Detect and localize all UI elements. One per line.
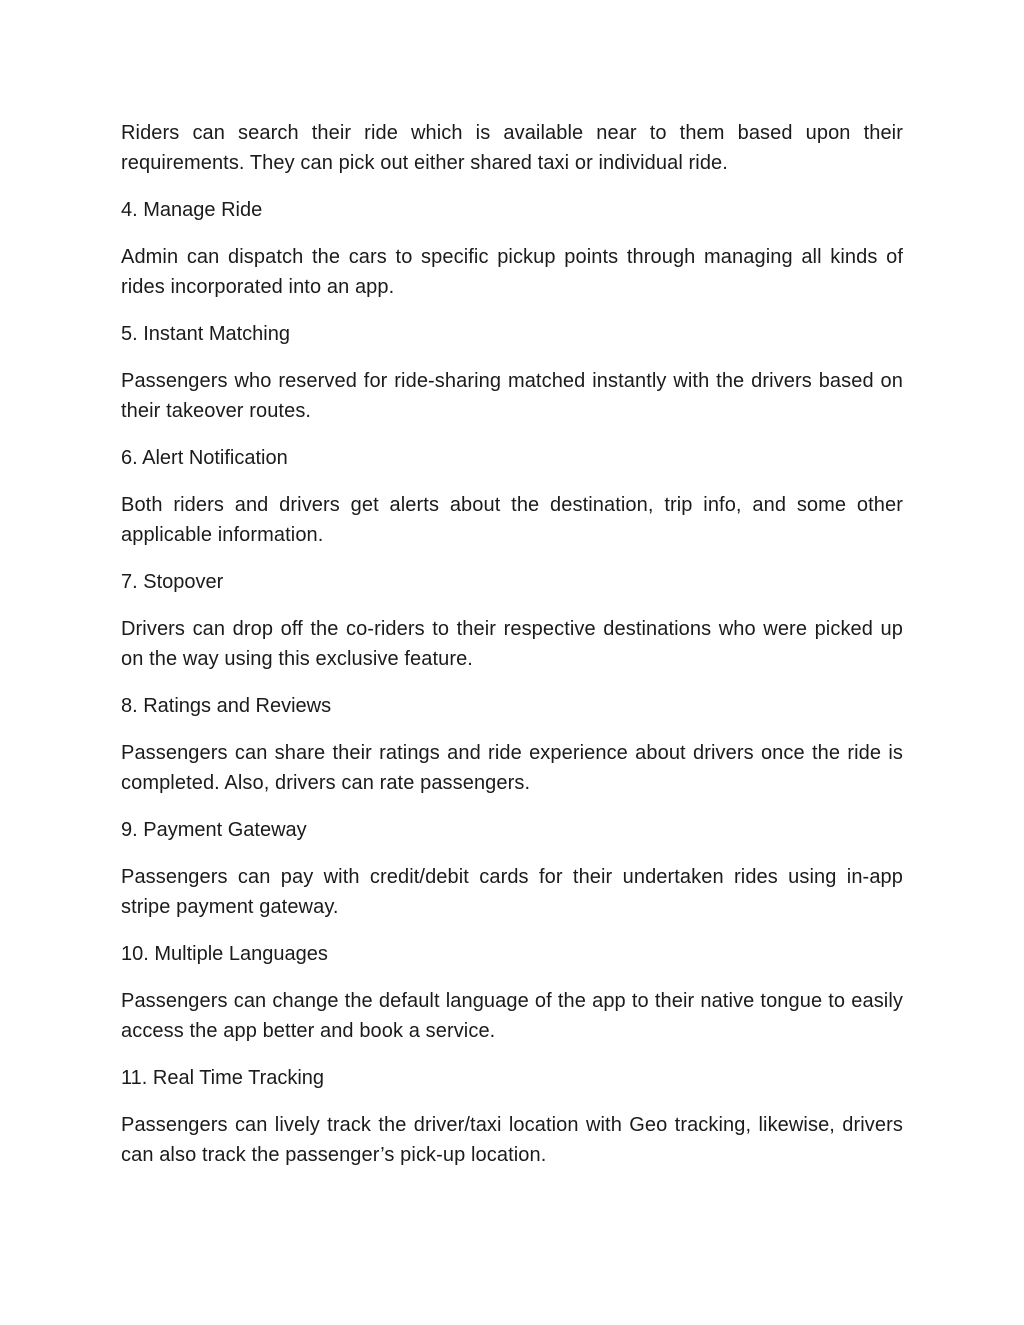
section-heading-instant-matching: 5. Instant Matching xyxy=(121,323,290,345)
section-body-stopover: Drivers can drop off the co-riders to their respective destinations who were picked up on the way using this exclusive feature. xyxy=(121,618,903,670)
intro-paragraph: Riders can search their ride which is available near to them based upon their requirements. They can pick out either shared taxi or individual ride. xyxy=(121,122,903,174)
section-body-manage-ride: Admin can dispatch the cars to specific pickup points through managing all kinds of rides incorporated into an app. xyxy=(121,246,903,298)
section-heading-real-time-tracking: 11. Real Time Tracking xyxy=(121,1067,325,1089)
section-heading-alert-notification: 6. Alert Notification xyxy=(121,447,288,469)
document-body xyxy=(121,118,903,1187)
section-body-ratings-reviews: Passengers can share their ratings and ride experience about drivers once the ride is completed. Also, drivers can rate passengers. xyxy=(121,742,903,794)
section-body-instant-matching: Passengers who reserved for ride-sharing matched instantly with the drivers based on their takeover routes. xyxy=(121,370,903,422)
section-body-alert-notification: Both riders and drivers get alerts about the destination, trip info, and some other applicable information. xyxy=(121,494,903,546)
section-heading-stopover: 7. Stopover xyxy=(121,571,224,593)
section-heading-multiple-languages: 10. Multiple Languages xyxy=(121,943,328,965)
section-heading-payment-gateway: 9. Payment Gateway xyxy=(121,819,307,841)
section-body-multiple-languages: Passengers can change the default language of the app to their native tongue to easily access the app better and book a service. xyxy=(121,990,903,1042)
section-heading-manage-ride: 4. Manage Ride xyxy=(121,199,263,221)
section-body-payment-gateway: Passengers can pay with credit/debit cards for their undertaken rides using in-app stripe payment gateway. xyxy=(121,866,903,918)
section-heading-ratings-reviews: 8. Ratings and Reviews xyxy=(121,695,332,717)
section-body-real-time-tracking: Passengers can lively track the driver/taxi location with Geo tracking, likewise, drivers can also track the passenger’s pick-up location. xyxy=(121,1114,903,1166)
